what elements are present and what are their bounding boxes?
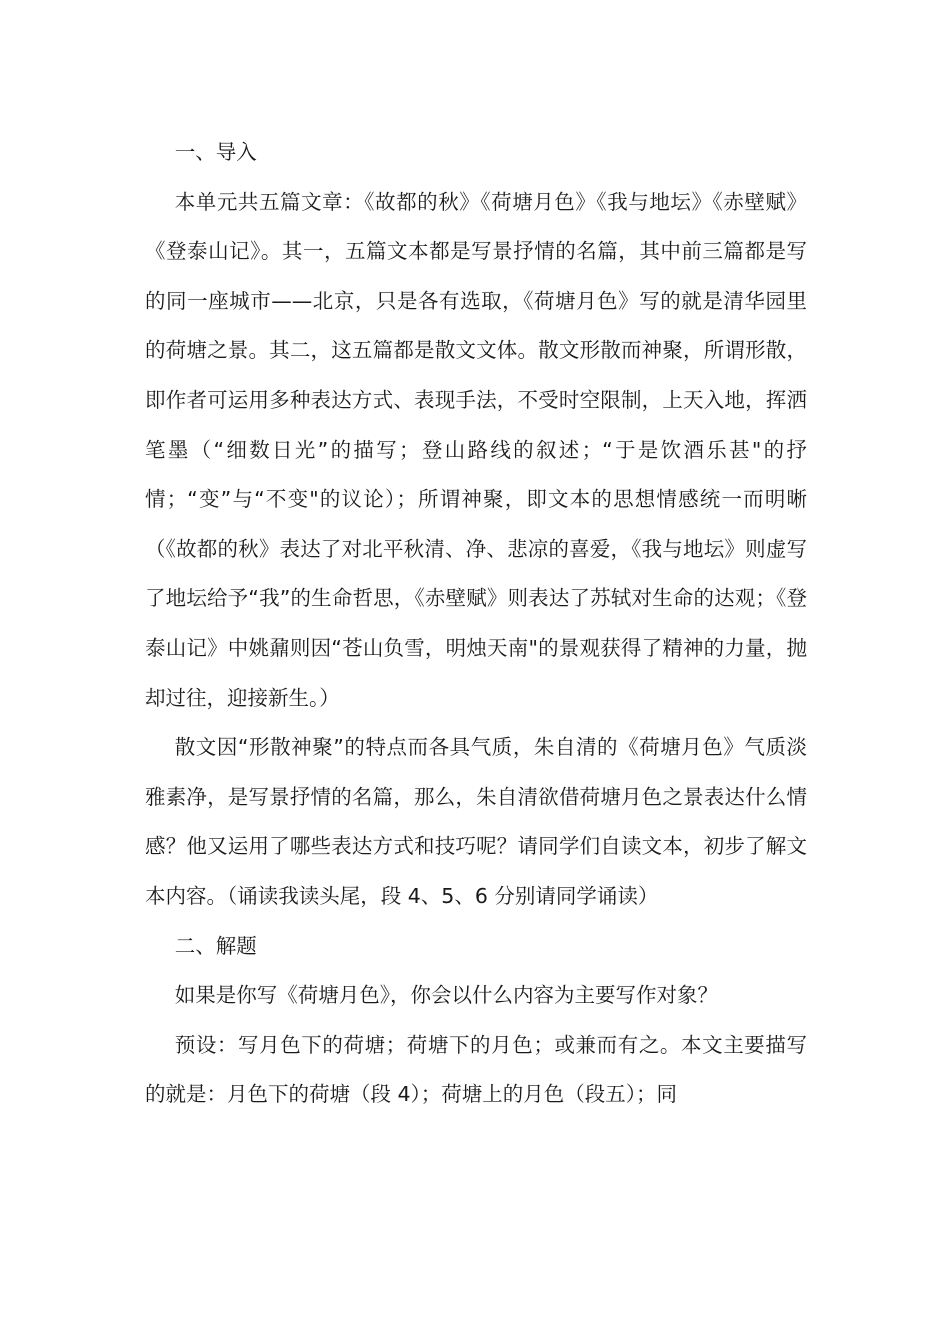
section-heading-title-analysis: 二、解题 <box>174 933 257 958</box>
section-heading-intro: 一、导入 <box>174 140 257 164</box>
paragraph-prose-qualities: 散文因“形散神聚”的特点而各具气质，朱自清的《荷塘月色》气质淡雅素净，是写景抒情的名篇，那么，朱自清欲借荷塘月色之景表达什么情感？他又运用了哪些表达方式和技巧呢？请同学们自读文本，初步了解文本内容。（诵读我读头尾，段 4、5、6 分别请同学诵读） <box>145 735 807 908</box>
paragraph-unit-overview: 本单元共五篇文章：《故都的秋》《荷塘月色》《我与地坛》《赤壁赋》《登泰山记》。其一，五篇文本都是写景抒情的名篇，其中前三篇都是写的同一座城市——北京，只是各有选取，《荷塘月色》写的就是清华园里的荷塘之景。其二，这五篇都是散文文体。散文形散而神聚，所谓形散，即作者可运用多种表达方式、表现手法，不受时空限制，上天入地，挥洒笔墨（“细数日光”的描写；登山路线的叙述；“于是饮酒乐甚"的抒情；“变”与“不变"的议论）；所谓神聚，即文本的思想情感统一而明晰（《故都的秋》表达了对北平秋清、净、悲凉的喜爱，《我与地坛》则虚写了地坛给予“我”的生命哲思，《赤壁赋》则表达了苏轼对生命的达观；《登泰山记》中姚鼐则因“苍山负雪，明烛天南"的景观获得了精神的力量，抛却过往，迎接新生。） <box>145 189 807 710</box>
paragraph-preset-answer: 预设：写月色下的荷塘；荷塘下的月色；或兼而有之。本文主要描写的就是：月色下的荷塘（段 4）；荷塘上的月色（段五）；同 <box>145 1032 807 1107</box>
document-body <box>145 128 807 1120</box>
paragraph-question: 如果是你写《荷塘月色》，你会以什么内容为主要写作对象？ <box>174 983 718 1008</box>
